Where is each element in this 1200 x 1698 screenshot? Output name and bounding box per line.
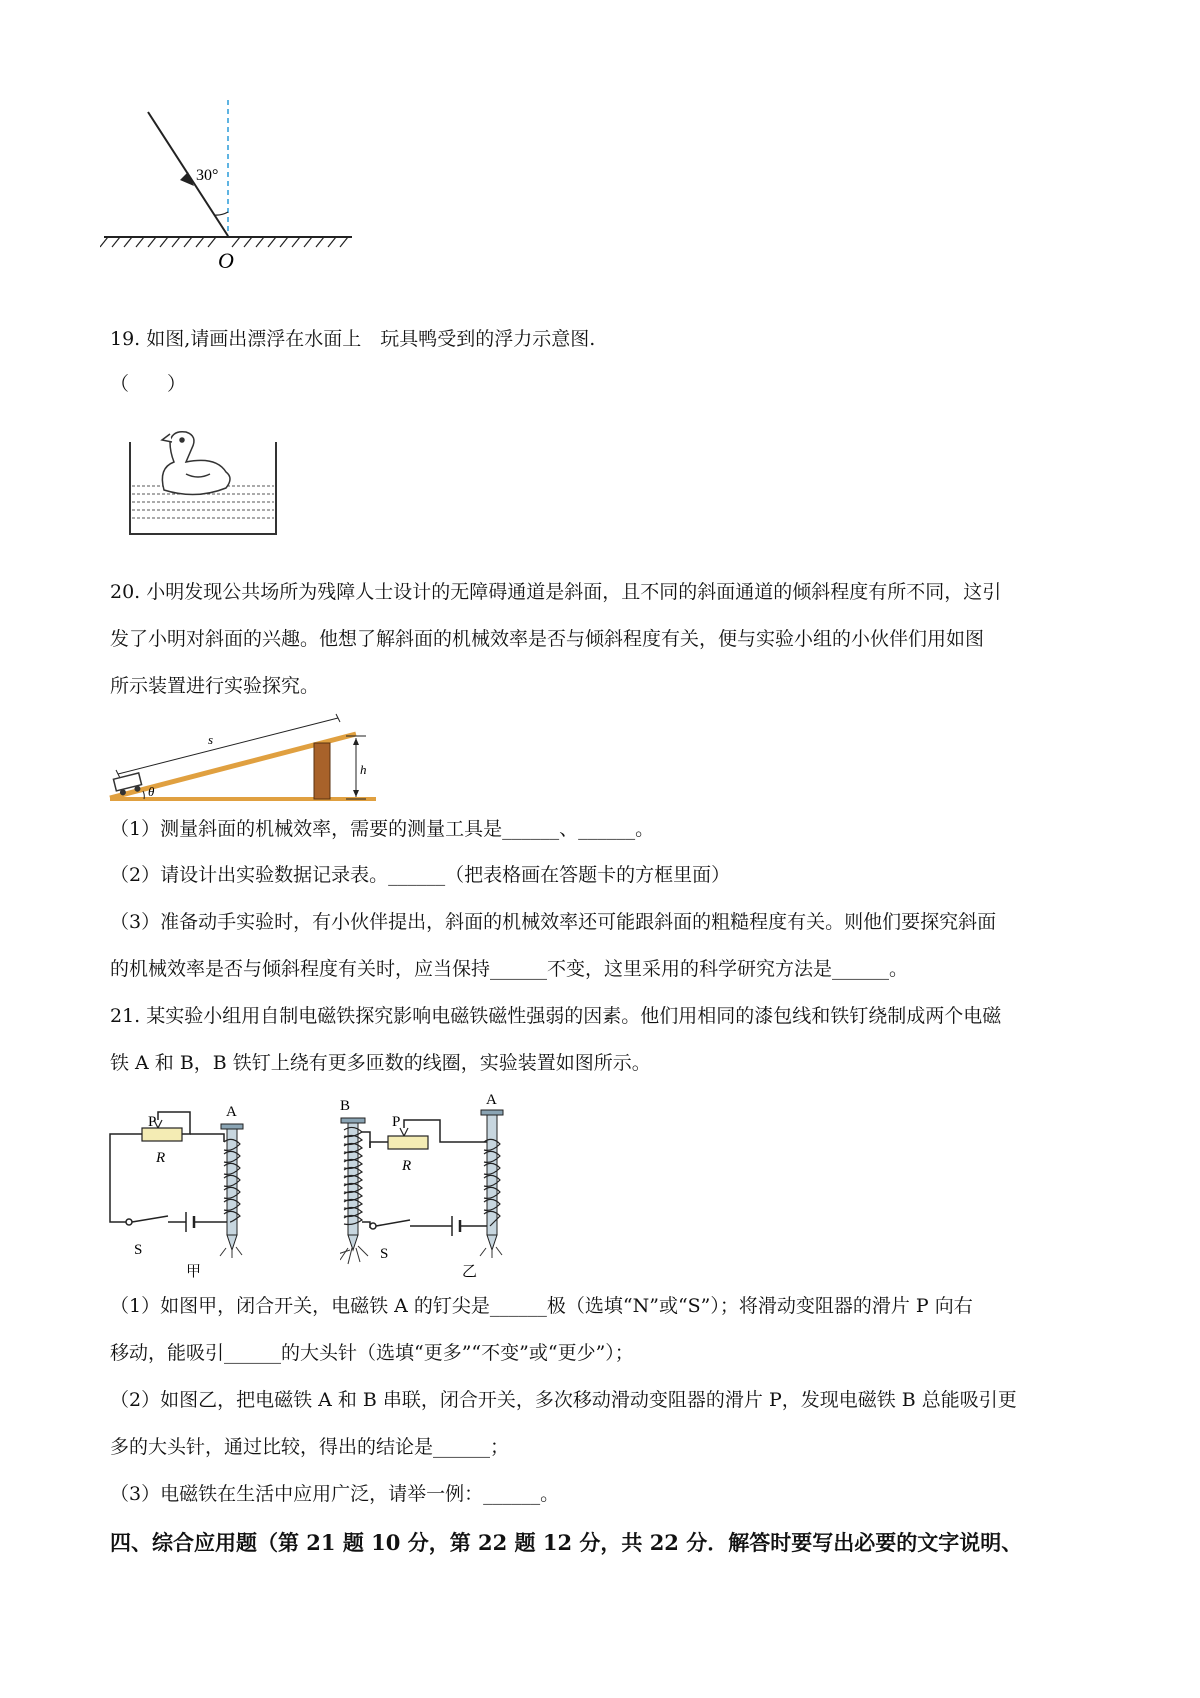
q21-part-2-line-1: （2）如图乙，把电磁铁 A 和 B 串联，闭合开关，多次移动滑动变阻器的滑片 P，发现电磁铁 B 总能吸引更 xyxy=(110,1389,1017,1411)
h-label: h xyxy=(360,762,367,777)
label-r: R xyxy=(156,1150,166,1166)
q21-part-2-line-2: 多的大头针，通过比较，得出的结论是______； xyxy=(110,1436,510,1458)
iron-nail-a-icon xyxy=(220,1124,243,1258)
toy-duck-icon xyxy=(162,432,230,495)
s-label: s xyxy=(208,732,214,747)
reflection-figure xyxy=(100,100,400,300)
q20-part-3-line-1: （3）准备动手实验时，有小伙伴提出，斜面的机械效率还可能跟斜面的粗糙程度有关。则他们要探究斜面 xyxy=(110,911,997,933)
label-a-yi: A xyxy=(486,1092,497,1108)
iron-nail-b-icon xyxy=(340,1118,368,1264)
caption-yi: 乙 xyxy=(462,1264,478,1280)
label-a: A xyxy=(226,1104,237,1120)
q21-part-3: （3）电磁铁在生活中应用广泛，请举一例：______。 xyxy=(110,1483,560,1505)
point-label: O xyxy=(218,248,234,273)
section-4-heading: 四、综合应用题（第 21 题 10 分，第 22 题 12 分，共 22 分．解答时要写出必要的文字说明、 xyxy=(110,1530,1023,1555)
rheostat-r-yi xyxy=(388,1136,428,1149)
q21-intro-line-2: 铁 A 和 B，B 铁钉上绕有更多匝数的线圈，实验装置如图所示。 xyxy=(110,1052,651,1074)
label-p: P xyxy=(148,1114,157,1130)
duck-water-figure xyxy=(126,428,286,538)
caption-jia: 甲 xyxy=(186,1264,202,1280)
label-r-yi: R xyxy=(402,1158,412,1174)
q20-intro-line-2: 发了小明对斜面的兴趣。他想了解斜面的机械效率是否与倾斜程度有关，便与实验小组的小伙伴们用如图 xyxy=(110,628,985,650)
q19-text: 19. 如图,请画出漂浮在水面上 玩具鸭受到的浮力示意图. xyxy=(110,328,596,350)
label-s: S xyxy=(134,1242,143,1258)
theta-label: θ xyxy=(148,784,155,799)
q20-intro-line-3: 所示装置进行实验探究。 xyxy=(110,675,320,697)
q21-part-1-line-1: （1）如图甲，闭合开关，电磁铁 A 的钉尖是______极（选填“N”或“S”）；将滑动变阻器的滑片 P 向右 xyxy=(110,1295,973,1317)
incline-figure xyxy=(108,708,398,804)
q20-intro-line-1: 20. 小明发现公共场所为残障人士设计的无障碍通道是斜面，且不同的斜面通道的倾斜程度有所不同，这引 xyxy=(110,581,1002,603)
q19-blank: （ ） xyxy=(110,373,187,395)
electromagnet-figure-yi xyxy=(340,1086,560,1282)
label-b: B xyxy=(340,1098,351,1114)
support-block xyxy=(314,743,330,799)
q20-part-1: （1）测量斜面的机械效率，需要的测量工具是______、______。 xyxy=(110,818,655,840)
label-s-yi: S xyxy=(380,1246,389,1262)
q20-part-3-line-2: 的机械效率是否与倾斜程度有关时，应当保持______不变，这里采用的科学研究方法是______。 xyxy=(110,958,909,980)
electromagnet-figure-jia xyxy=(106,1092,286,1280)
q21-intro-line-1: 21. 某实验小组用自制电磁铁探究影响电磁铁磁性强弱的因素。他们用相同的漆包线和铁钉绕制成两个电磁 xyxy=(110,1005,1002,1027)
label-p-yi: P xyxy=(392,1114,401,1130)
angle-label: 30° xyxy=(196,167,219,184)
iron-nail-a-yi-icon xyxy=(480,1110,503,1258)
q20-part-2: （2）请设计出实验数据记录表。______（把表格画在答题卡的方框里面） xyxy=(110,864,731,886)
q21-part-1-line-2: 移动，能吸引______的大头针（选填“更多”“不变”或“更少”）； xyxy=(110,1342,634,1364)
